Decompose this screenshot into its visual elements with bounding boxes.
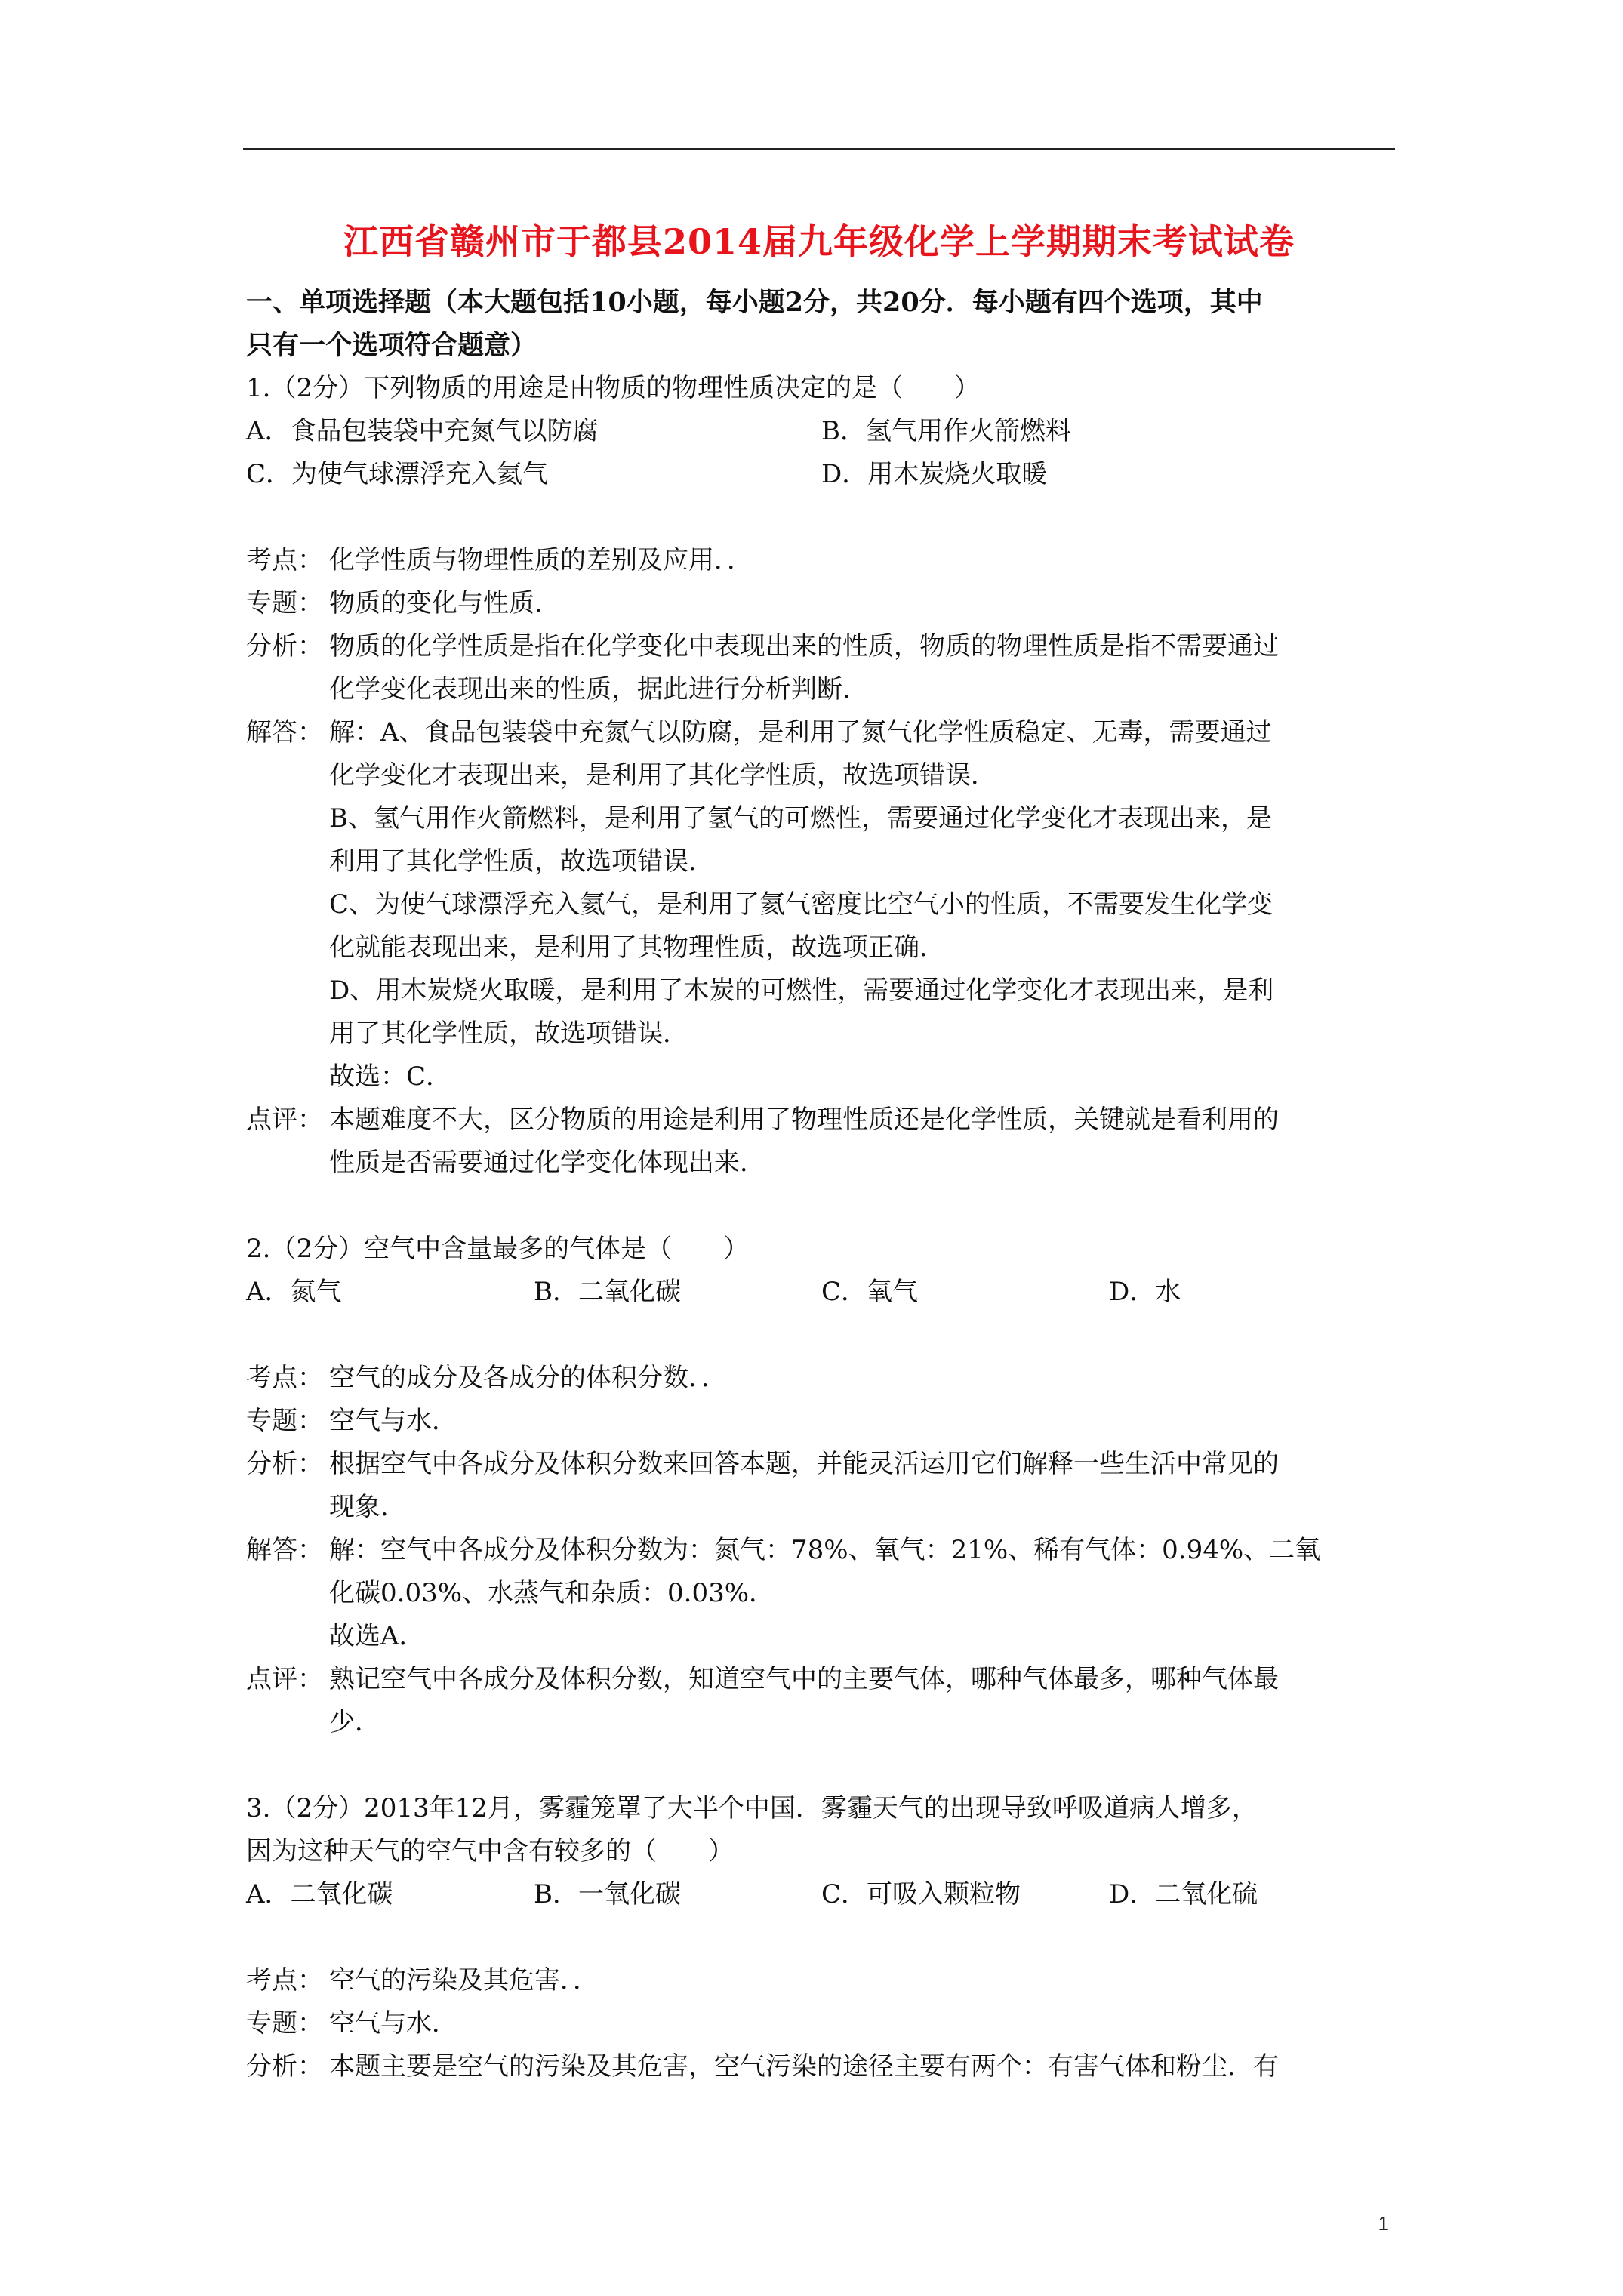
kaodian-label: 考点： [246, 1363, 323, 1393]
q3-stem-line1: 3.（2分）2013年12月，雾霾笼罩了大半个中国．雾霾天气的出现导致呼吸道病人增多， [246, 1793, 1258, 1823]
dianping-line: 本题难度不大，区分物质的用途是利用了物理性质还是化学性质，关键就是看利用的 [329, 1105, 1279, 1135]
fenxi-label: 分析： [246, 631, 323, 661]
spacer [246, 1916, 1397, 1959]
zhuanti-label: 专题： [246, 2008, 323, 2039]
section-heading-line1: 一、单项选择题（本大题包括10小题，每小题2分，共20分．每小题有四个选项，其中 [246, 287, 1263, 318]
kaodian-label: 考点： [246, 545, 323, 575]
kaodian-text: 化学性质与物理性质的差别及应用．． [329, 545, 753, 575]
q1-option-a: A．食品包装袋中充氮气以防腐 [246, 416, 599, 446]
exam-content [246, 281, 1397, 2088]
q2-stem: 2.（2分）空气中含量最多的气体是（ ） [246, 1234, 750, 1264]
kaodian-text: 空气的成分及各成分的体积分数．． [329, 1363, 727, 1393]
q1-option-d: D．用木炭烧火取暖 [821, 459, 1048, 489]
jieda-line: B、氢气用作火箭燃料，是利用了氢气的可燃性，需要通过化学变化才表现出来，是 [329, 803, 1272, 834]
jieda-line: C、为使气球漂浮充入氦气，是利用了氦气密度比空气小的性质，不需要发生化学变 [329, 889, 1273, 920]
section-heading-line2: 只有一个选项符合题意） [246, 330, 537, 361]
q1-option-c: C．为使气球漂浮充入氦气 [246, 459, 549, 489]
fenxi-line: 物质的化学性质是指在化学变化中表现出来的性质，物质的物理性质是指不需要通过 [329, 631, 1279, 661]
fenxi-label: 分析： [246, 1449, 323, 1479]
q1-zhuanti [246, 582, 1397, 625]
q3-option-c: C．可吸入颗粒物 [821, 1879, 1021, 1909]
jieda-line: 化碳0.03%、水蒸气和杂质：0.03%． [329, 1578, 775, 1608]
kaodian-label: 考点： [246, 1965, 323, 1996]
q3-option-b: B．一氧化碳 [534, 1879, 681, 1909]
jieda-line: 化学变化才表现出来，是利用了其化学性质，故选项错误． [329, 760, 996, 791]
jieda-line: 用了其化学性质，故选项错误． [329, 1019, 688, 1049]
jieda-line: 解：A、食品包装袋中充氮气以防腐，是利用了氮气化学性质稳定、无毒，需要通过 [329, 717, 1272, 747]
q1-options-row2 [246, 453, 1397, 496]
jieda-line: 故选A． [329, 1621, 425, 1651]
q1-option-b: B．氢气用作火箭燃料 [821, 416, 1071, 446]
dianping-label: 点评： [246, 1105, 323, 1135]
q1-fenxi [246, 625, 1397, 668]
q1-options-row1 [246, 410, 1397, 453]
q1-dianping [246, 1099, 1397, 1142]
fenxi-line: 本题主要是空气的污染及其危害，空气污染的途径主要有两个：有害气体和粉尘．有 [329, 2051, 1279, 2082]
spacer [246, 1314, 1397, 1357]
spacer [246, 496, 1397, 539]
q3-fenxi [246, 2045, 1397, 2088]
exam-title: 江西省赣州市于都县2014届九年级化学上学期期末考试试卷 [343, 221, 1295, 262]
dianping-line: 熟记空气中各成分及体积分数，知道空气中的主要气体，哪种气体最多，哪种气体最 [329, 1664, 1279, 1694]
q1-jieda [246, 711, 1397, 754]
q2-option-d: D．水 [1109, 1277, 1181, 1307]
jieda-line: D、用木炭烧火取暖，是利用了木炭的可燃性，需要通过化学变化才表现出来，是利 [329, 975, 1274, 1006]
q3-stem-line2: 因为这种天气的空气中含有较多的（ ） [246, 1836, 734, 1866]
fenxi-line: 现象． [329, 1492, 406, 1522]
jieda-line: 解：空气中各成分及体积分数为：氮气：78%、氧气：21%、稀有气体：0.94%、二氧 [329, 1535, 1321, 1565]
q1-stem: 1.（2分）下列物质的用途是由物质的物理性质决定的是（ ） [246, 373, 981, 403]
q2-zhuanti [246, 1400, 1397, 1443]
q3-option-a: A．二氧化碳 [246, 1879, 393, 1909]
q3-options-row [246, 1873, 1397, 1916]
header-rule [243, 148, 1395, 150]
fenxi-line: 化学变化表现出来的性质，据此进行分析判断． [329, 674, 868, 704]
q1-kaodian [246, 539, 1397, 582]
q2-option-c: C．氧气 [821, 1277, 919, 1307]
spacer [246, 1744, 1397, 1787]
q3-option-d: D．二氧化硫 [1109, 1879, 1258, 1909]
q2-dianping [246, 1658, 1397, 1701]
jieda-line: 利用了其化学性质，故选项错误． [329, 846, 714, 877]
jieda-label: 解答： [246, 717, 323, 747]
dianping-line: 少． [329, 1707, 380, 1737]
q2-fenxi [246, 1443, 1397, 1486]
jieda-line: 故选：C． [329, 1062, 452, 1092]
zhuanti-label: 专题： [246, 1406, 323, 1436]
zhuanti-text: 空气与水． [329, 2008, 457, 2039]
fenxi-line: 根据空气中各成分及体积分数来回答本题，并能灵活运用它们解释一些生活中常见的 [329, 1449, 1279, 1479]
zhuanti-text: 空气与水． [329, 1406, 457, 1436]
q3-kaodian [246, 1959, 1397, 2002]
q2-kaodian [246, 1357, 1397, 1400]
q3-zhuanti [246, 2002, 1397, 2045]
dianping-line: 性质是否需要通过化学变化体现出来． [329, 1148, 765, 1178]
q2-options-row [246, 1271, 1397, 1314]
q2-option-a: A．氮气 [246, 1277, 342, 1307]
q2-option-b: B．二氧化碳 [534, 1277, 681, 1307]
q2-jieda [246, 1529, 1397, 1572]
fenxi-label: 分析： [246, 2051, 323, 2082]
dianping-label: 点评： [246, 1664, 323, 1694]
page-number: 1 [1378, 2212, 1389, 2235]
zhuanti-text: 物质的变化与性质． [329, 588, 560, 618]
spacer [246, 1185, 1397, 1228]
zhuanti-label: 专题： [246, 588, 323, 618]
jieda-line: 化就能表现出来，是利用了其物理性质，故选项正确． [329, 932, 945, 963]
jieda-label: 解答： [246, 1535, 323, 1565]
kaodian-text: 空气的污染及其危害．． [329, 1965, 599, 1996]
